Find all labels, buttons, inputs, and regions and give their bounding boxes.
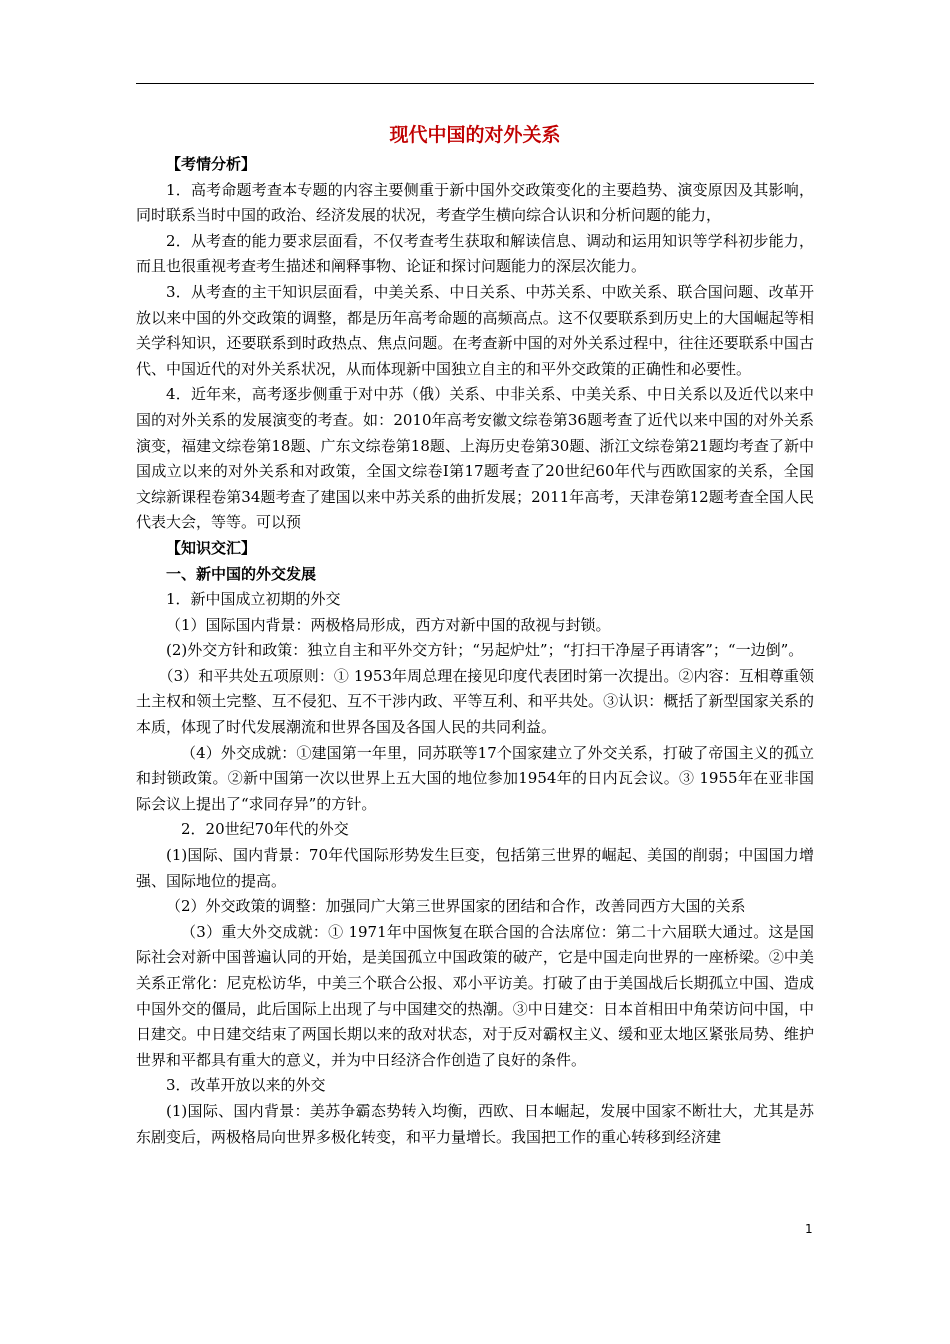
paragraph: 4．近年来，高考逐步侧重于对中苏（俄）关系、中非关系、中美关系、中日关系以及近代以来中国的对外关系的发展演变的考查。如：2010年高考安徽文综卷第36题考查了近代以来中国的对外关系演变，福建文综卷第18题、广东文综卷第18题、上海历史卷第30题、浙江文综卷第21题均考查了新中国成立以来的对外关系和对政策，全国文综卷Ⅰ第17题考查了20世纪60年代与西欧国家的关系，全国文综新课程卷第34题考查了建国以来中苏关系的曲折发展；2011年高考，天津卷第12题考查全国人民代表大会，等等。可以预 — [136, 385, 814, 532]
paragraph: (1)国际、国内背景：70年代国际形势发生巨变，包括第三世界的崛起、美国的削弱；中国国力增强、国际地位的提高。 — [136, 846, 814, 890]
paragraph: 1．高考命题考查本专题的内容主要侧重于新中国外交政策变化的主要趋势、演变原因及其影响，同时联系当时中国的政治、经济发展的状况，考查学生横向综合认识和分析问题的能力， — [136, 180, 814, 225]
paragraph: （2）外交政策的调整：加强同广大第三世界国家的团结和合作，改善同西方大国的关系 — [166, 897, 746, 916]
paragraph: （4）外交成就：①建国第一年里，同苏联等17个国家建立了外交关系，打破了帝国主义的孤立和封锁政策。②新中国第一次以世界上五大国的地位参加1954年的日内瓦会议。③ 1955年在亚非国际会议上提出了“求同存异”的方针。 — [136, 743, 814, 813]
section-heading-knowledge: 【知识交汇】 — [166, 538, 257, 557]
item-heading: 3．改革开放以来的外交 — [166, 1076, 326, 1095]
subsection-heading: 一、新中国的外交发展 — [166, 564, 317, 583]
paragraph: 3．从考查的主干知识层面看，中美关系、中日关系、中苏关系、中欧关系、联合国问题、改革开放以来中国的外交政策的调整，都是历年高考命题的高频高点。这不仅要联系到历史上的大国崛起等相关学科知识，还要联系到时政热点、焦点问题。在考查新中国的对外关系过程中，往往还要联系中国古代、中国近代的对外关系状况，从而体现新中国独立自主的和平外交政策的正确性和必要性。 — [136, 282, 814, 378]
paragraph: （1）国际国内背景：两极格局形成，西方对新中国的敌视与封锁。 — [166, 615, 611, 634]
paragraph: 2．从考查的能力要求层面看，不仅考查考生获取和解读信息、调动和运用知识等学科初步能力，而且也很重视考查考生描述和阐释事物、论证和探讨问题能力的深层次能力。 — [136, 231, 814, 276]
paragraph: (2)外交方针和政策：独立自主和平外交方针；“另起炉灶”；“打扫干净屋子再请客”；“一边倒”。 — [166, 641, 804, 660]
item-heading: 2．20世纪70年代的外交 — [181, 820, 349, 839]
section-heading-analysis: 【考情分析】 — [166, 155, 257, 173]
header-rule — [136, 83, 814, 84]
item-heading: 1．新中国成立初期的外交 — [166, 590, 341, 609]
page-title: 现代中国的对外关系 — [389, 124, 561, 146]
document-body — [136, 120, 814, 1150]
page-number: 1 — [805, 1222, 813, 1236]
paragraph: （3）和平共处五项原则：① 1953年周总理在接见印度代表团时第一次提出。②内容：互相尊重领土主权和领土完整、互不侵犯、互不干涉内政、平等互利、和平共处。③认识：概括了新型国家关系的本质，体现了时代发展潮流和世界各国及各国人民的共同利益。 — [136, 666, 814, 737]
paragraph: （3）重大外交成就：① 1971年中国恢复在联合国的合法席位：第二十六届联大通过。这是国际社会对新中国普遍认同的开始，是美国孤立中国政策的破产，它是中国走向世界的一座桥梁。②中美关系正常化：尼克松访华，中美三个联合公报、邓小平访美。打破了由于美国战后长期孤立中国、造成中国外交的僵局，此后国际上出现了与中国建交的热潮。③中日建交：日本首相田中角荣访问中国，中日建交。中日建交结束了两国长期以来的敌对状态，对于反对霸权主义、缓和亚太地区紧张局势、维护世界和平都具有重大的意义，并为中日经济合作创造了良好的条件。 — [136, 922, 814, 1069]
paragraph: (1)国际、国内背景：美苏争霸态势转入均衡，西欧、日本崛起，发展中国家不断壮大，尤其是苏东剧变后，两极格局向世界多极化转变，和平力量增长。我国把工作的重心转移到经济建 — [136, 1101, 814, 1146]
